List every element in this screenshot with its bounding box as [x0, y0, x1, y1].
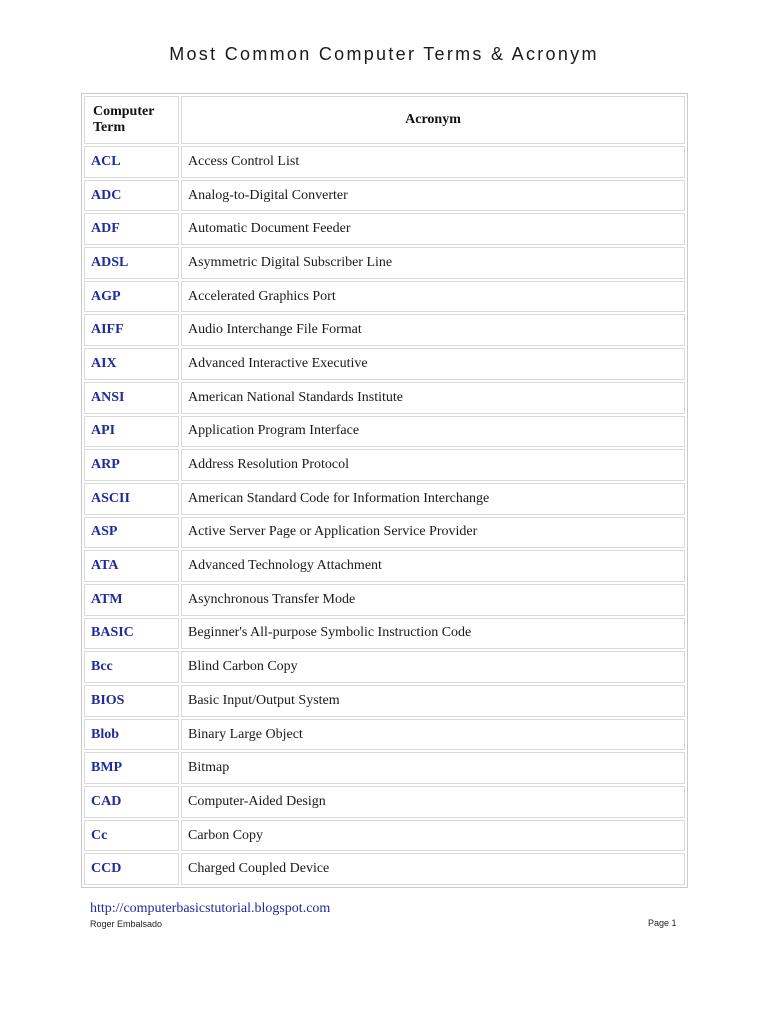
meaning-cell: Computer-Aided Design	[181, 786, 685, 818]
table-row	[84, 853, 685, 885]
page-number: Page 1	[648, 918, 677, 928]
table-row	[84, 416, 685, 448]
meaning-cell: Binary Large Object	[181, 719, 685, 751]
term-cell: ADSL	[84, 247, 179, 279]
meaning-cell: Application Program Interface	[181, 416, 685, 448]
table-row	[84, 550, 685, 582]
table-row	[84, 281, 685, 313]
term-cell: ATM	[84, 584, 179, 616]
footer-blog-link[interactable]: http://computerbasicstutorial.blogspot.com	[90, 901, 331, 916]
meaning-cell: Basic Input/Output System	[181, 685, 685, 717]
table-row	[84, 348, 685, 380]
term-cell: ASCII	[84, 483, 179, 515]
table-row	[84, 618, 685, 650]
term-cell: ANSI	[84, 382, 179, 414]
meaning-cell: Address Resolution Protocol	[181, 449, 685, 481]
term-cell: ATA	[84, 550, 179, 582]
term-cell: AGP	[84, 281, 179, 313]
term-cell: BIOS	[84, 685, 179, 717]
table-row	[84, 146, 685, 178]
table-row	[84, 584, 685, 616]
table-row	[84, 180, 685, 212]
terms-table	[81, 93, 688, 888]
table-row	[84, 685, 685, 717]
table-row	[84, 752, 685, 784]
term-cell: CAD	[84, 786, 179, 818]
term-cell: CCD	[84, 853, 179, 885]
term-cell: ADF	[84, 213, 179, 245]
term-cell: Cc	[84, 820, 179, 852]
meaning-cell: Analog-to-Digital Converter	[181, 180, 685, 212]
table-row	[84, 719, 685, 751]
term-cell: Bcc	[84, 651, 179, 683]
term-cell: AIX	[84, 348, 179, 380]
table-row	[84, 314, 685, 346]
table-header-row	[84, 96, 685, 144]
meaning-cell: Audio Interchange File Format	[181, 314, 685, 346]
meaning-cell: Accelerated Graphics Port	[181, 281, 685, 313]
meaning-cell: Advanced Interactive Executive	[181, 348, 685, 380]
term-cell: ADC	[84, 180, 179, 212]
table-row	[84, 483, 685, 515]
term-cell: ARP	[84, 449, 179, 481]
table-row	[84, 382, 685, 414]
terms-table-body	[84, 146, 685, 885]
meaning-cell: Access Control List	[181, 146, 685, 178]
meaning-cell: Advanced Technology Attachment	[181, 550, 685, 582]
table-row	[84, 213, 685, 245]
meaning-cell: Charged Coupled Device	[181, 853, 685, 885]
meaning-cell: Bitmap	[181, 752, 685, 784]
meaning-cell: Blind Carbon Copy	[181, 651, 685, 683]
footer-author: Roger Embalsado	[90, 919, 163, 929]
table-row	[84, 449, 685, 481]
term-cell: API	[84, 416, 179, 448]
table-row	[84, 786, 685, 818]
term-cell: BMP	[84, 752, 179, 784]
term-cell: AIFF	[84, 314, 179, 346]
meaning-cell: Asymmetric Digital Subscriber Line	[181, 247, 685, 279]
term-cell: ASP	[84, 517, 179, 549]
header-acronym: Acronym	[181, 96, 685, 144]
meaning-cell: American National Standards Institute	[181, 382, 685, 414]
meaning-cell: Automatic Document Feeder	[181, 213, 685, 245]
table-row	[84, 517, 685, 549]
terms-table-container	[81, 93, 688, 888]
meaning-cell: American Standard Code for Information Interchange	[181, 483, 685, 515]
header-computer-term: Computer Term	[84, 96, 179, 144]
meaning-cell: Active Server Page or Application Service Provider	[181, 517, 685, 549]
page-title: Most Common Computer Terms & Acronym	[169, 44, 599, 64]
table-row	[84, 247, 685, 279]
term-cell: BASIC	[84, 618, 179, 650]
term-cell: Blob	[84, 719, 179, 751]
table-row	[84, 651, 685, 683]
meaning-cell: Asynchronous Transfer Mode	[181, 584, 685, 616]
meaning-cell: Carbon Copy	[181, 820, 685, 852]
term-cell: ACL	[84, 146, 179, 178]
table-row	[84, 820, 685, 852]
meaning-cell: Beginner's All-purpose Symbolic Instruction Code	[181, 618, 685, 650]
